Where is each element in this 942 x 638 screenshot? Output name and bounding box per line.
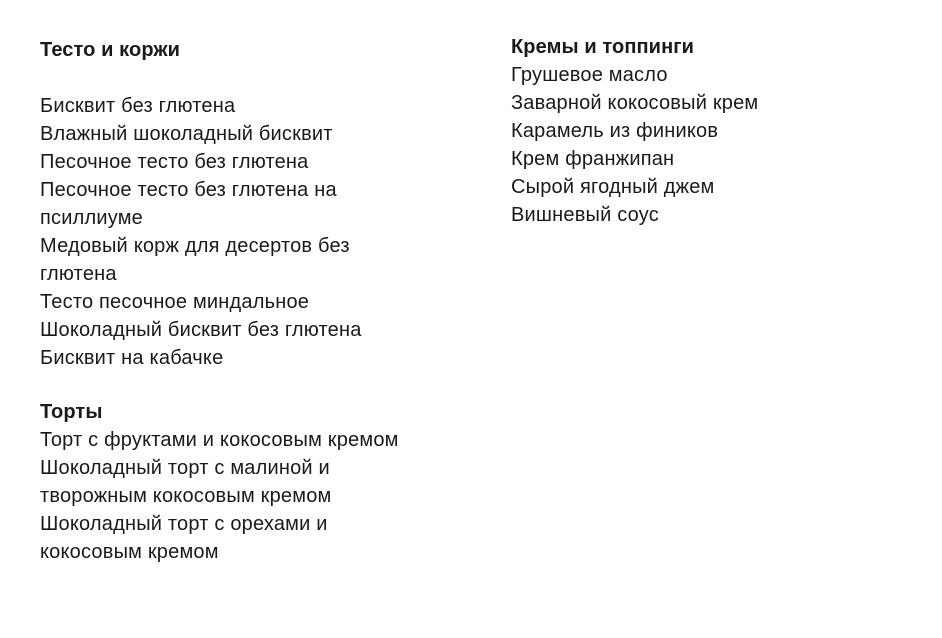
list-item[interactable]: Торт с фруктами и кокосовым кремом	[40, 429, 399, 451]
list-item[interactable]: Медовый корж для десертов без глютена	[40, 235, 350, 285]
list-item[interactable]: Бисквит на кабачке	[40, 347, 224, 369]
list-item[interactable]: Влажный шоколадный бисквит	[40, 123, 333, 145]
section-title-creams: Кремы и топпинги	[511, 36, 695, 58]
cakes-list	[40, 426, 460, 566]
list-item[interactable]: Песочное тесто без глютена	[40, 151, 309, 173]
creams-list	[511, 61, 931, 229]
list-item[interactable]: Тесто песочное миндальное	[40, 291, 310, 313]
section-dough	[40, 36, 460, 372]
list-item[interactable]: Бисквит без глютена	[40, 95, 236, 117]
list-item[interactable]: Сырой ягодный джем	[511, 176, 715, 198]
list-item[interactable]: Шоколадный бисквит без глютена	[40, 319, 362, 341]
list-item[interactable]: Карамель из фиников	[511, 120, 719, 142]
list-item[interactable]: Шоколадный торт с малиной и творожным кокосовым кремом	[40, 457, 332, 507]
section-title-dough: Тесто и коржи	[40, 39, 181, 61]
list-item[interactable]: Заварной кокосовый крем	[511, 92, 759, 114]
list-item[interactable]: Песочное тесто без глютена на псиллиуме	[40, 179, 337, 229]
list-item[interactable]: Шоколадный торт с орехами и кокосовым кремом	[40, 513, 328, 563]
list-item[interactable]: Вишневый соус	[511, 204, 659, 226]
section-title-cakes: Торты	[40, 401, 103, 423]
section-creams	[511, 33, 931, 229]
section-cakes	[40, 398, 460, 566]
list-item[interactable]: Крем франжипан	[511, 148, 675, 170]
list-item[interactable]: Грушевое масло	[511, 64, 668, 86]
dough-list	[40, 92, 460, 372]
